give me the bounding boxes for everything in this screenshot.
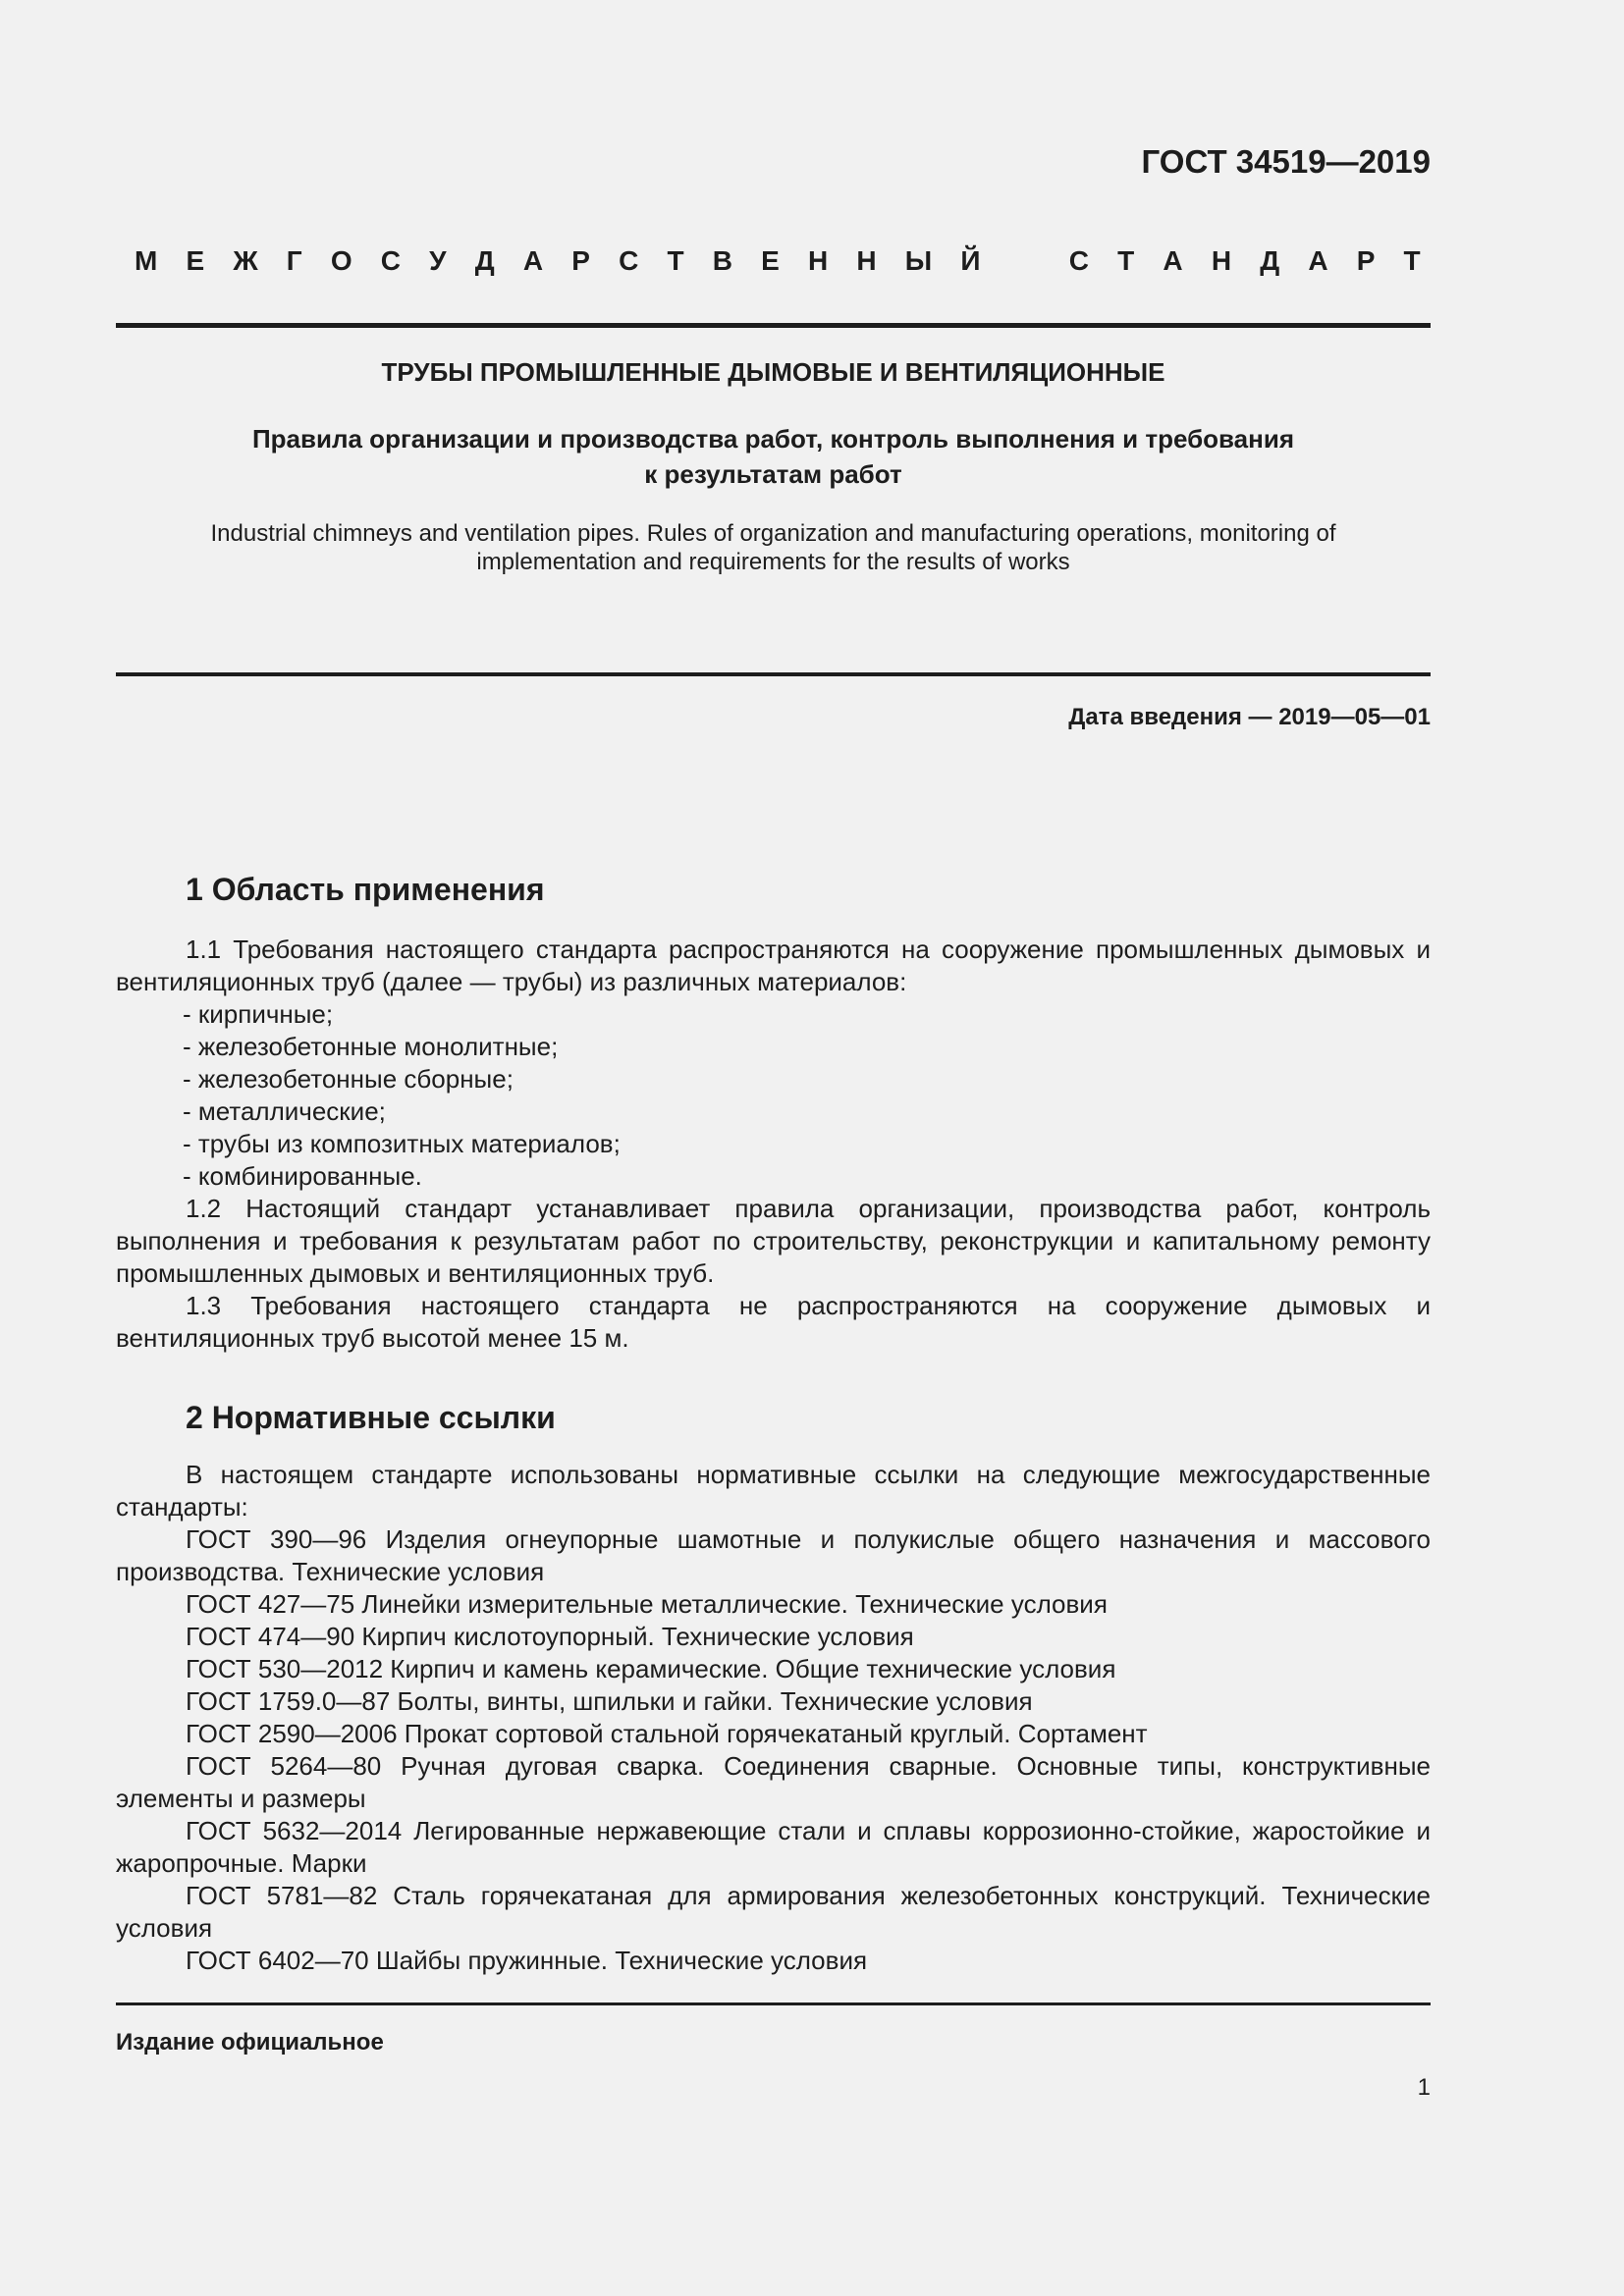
reference-item: ГОСТ 1759.0—87 Болты, винты, шпильки и гайки. Технические условия bbox=[186, 1686, 1033, 1716]
subtitle-line: Правила организации и производства работ, контроль выполнения и требования bbox=[251, 424, 1294, 454]
reference-item: ГОСТ 530—2012 Кирпич и камень керамические. Общие технические условия bbox=[186, 1654, 1116, 1683]
top-rule bbox=[116, 323, 1431, 328]
banner-letter: С bbox=[1068, 245, 1089, 276]
banner-letter: С bbox=[619, 245, 639, 276]
banner-letter: С bbox=[380, 245, 401, 276]
banner-letter: А bbox=[1163, 245, 1183, 276]
document-subtitle bbox=[116, 421, 1431, 492]
reference-item: ГОСТ 6402—70 Шайбы пружинные. Технические условия bbox=[186, 1946, 868, 1975]
footer-rule bbox=[116, 2002, 1431, 2005]
reference-item: ГОСТ 427—75 Линейки измерительные металлические. Технические условия bbox=[186, 1589, 1108, 1619]
banner-letter: А bbox=[522, 245, 544, 276]
banner-letter: Т bbox=[667, 245, 684, 276]
paragraph-1-1: 1.1 Требования настоящего стандарта распространяются на сооружение промышленных дымовых и вентиляционных труб (далее — трубы) из различных материалов: bbox=[116, 934, 1431, 996]
document-title: ТРУБЫ ПРОМЫШЛЕННЫЕ ДЫМОВЫЕ И ВЕНТИЛЯЦИОННЫЕ bbox=[381, 357, 1165, 387]
banner-letter: Н bbox=[807, 245, 829, 276]
section-1-heading: 1 Область применения bbox=[186, 872, 545, 907]
list-item: - кирпичные; bbox=[183, 999, 334, 1029]
banner-word-gap bbox=[1009, 245, 1041, 277]
banner-letter: Е bbox=[186, 245, 205, 276]
section-1-body bbox=[116, 934, 1431, 1355]
list-item: - железобетонные сборные; bbox=[183, 1064, 514, 1094]
paragraph-1-2: 1.2 Настоящий стандарт устанавливает правила организации, производства работ, контроль выполнения и требования к результатам работ по строительству, реконструкции и капитальному ремонту промышленных дымовых и вентиляционных труб. bbox=[116, 1194, 1431, 1288]
banner-letter: Н bbox=[1211, 245, 1232, 276]
section-2-intro: В настоящем стандарте использованы нормативные ссылки на следующие межгосударственные стандарты: bbox=[116, 1460, 1431, 1522]
banner-letter: Ы bbox=[904, 245, 933, 276]
subtitle-line: к результатам работ bbox=[644, 459, 902, 489]
banner-letter: М bbox=[135, 245, 158, 276]
banner-letter: Д bbox=[474, 245, 495, 276]
banner-letter: В bbox=[712, 245, 732, 276]
reference-item: ГОСТ 5264—80 Ручная дуговая сварка. Соединения сварные. Основные типы, конструктивные элементы и размеры bbox=[116, 1751, 1431, 1813]
banner-letter: Р bbox=[1356, 245, 1376, 276]
reference-item: ГОСТ 2590—2006 Прокат сортовой стальной горячекатаный круглый. Сортамент bbox=[186, 1719, 1148, 1748]
reference-item: ГОСТ 5632—2014 Легированные нержавеющие стали и сплавы коррозионно-стойкие, жаростойкие и жаропрочные. Марки bbox=[116, 1816, 1431, 1878]
banner-letter: Р bbox=[571, 245, 590, 276]
english-title-line: implementation and requirements for the results of works bbox=[476, 549, 1070, 575]
page-number: 1 bbox=[1417, 2074, 1431, 2101]
reference-item: ГОСТ 474—90 Кирпич кислотоупорный. Технические условия bbox=[186, 1622, 914, 1651]
list-item: - железобетонные монолитные; bbox=[183, 1032, 559, 1061]
reference-item: ГОСТ 390—96 Изделия огнеупорные шамотные и полукислые общего назначения и массового производства. Технические условия bbox=[116, 1524, 1431, 1586]
banner-letter: Й bbox=[960, 245, 981, 276]
reference-item: ГОСТ 5781—82 Сталь горячекатаная для армирования железобетонных конструкций. Технические условия bbox=[116, 1881, 1431, 1943]
banner-letter: Г bbox=[286, 245, 302, 276]
official-edition-label: Издание официальное bbox=[116, 2029, 384, 2056]
paragraph-1-3: 1.3 Требования настоящего стандарта не распространяются на сооружение дымовых и вентиляционных труб высотой менее 15 м. bbox=[116, 1291, 1431, 1353]
english-title-line: Industrial chimneys and ventilation pipes. Rules of organization and manufacturing operations, monitoring of bbox=[210, 520, 1336, 547]
introduction-date: Дата введения — 2019—05—01 bbox=[1068, 704, 1431, 730]
section-2-heading: 2 Нормативные ссылки bbox=[186, 1400, 556, 1435]
list-item: - трубы из композитных материалов; bbox=[183, 1129, 621, 1158]
banner-letter: Н bbox=[856, 245, 877, 276]
list-item: - комбинированные. bbox=[183, 1161, 422, 1191]
banner-letter: Т bbox=[1117, 245, 1135, 276]
banner-letter: А bbox=[1308, 245, 1328, 276]
banner-letter: Т bbox=[1403, 245, 1421, 276]
interstate-standard-banner bbox=[135, 245, 1421, 277]
banner-letter: Д bbox=[1260, 245, 1280, 276]
english-title bbox=[116, 519, 1431, 576]
section-2-body bbox=[116, 1459, 1431, 1977]
banner-letter: Е bbox=[761, 245, 780, 276]
document-code: ГОСТ 34519—2019 bbox=[1141, 143, 1431, 180]
banner-letter: У bbox=[429, 245, 447, 276]
title-bottom-rule bbox=[116, 672, 1431, 676]
banner-letter: Ж bbox=[233, 245, 258, 276]
banner-letter: О bbox=[330, 245, 352, 276]
list-item: - металлические; bbox=[183, 1096, 386, 1126]
